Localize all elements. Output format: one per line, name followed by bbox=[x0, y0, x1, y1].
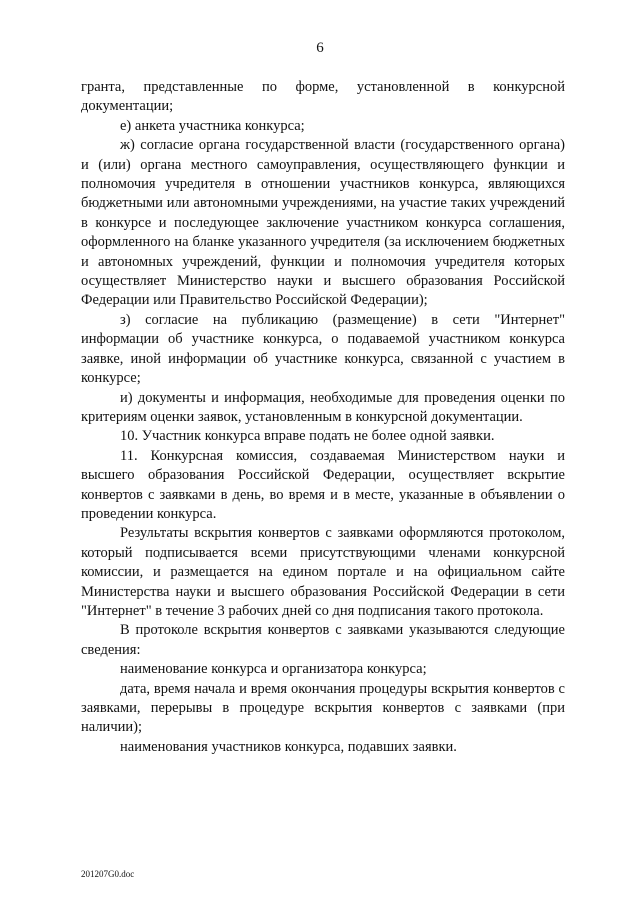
paragraph-clause-11: 11. Конкурсная комиссия, создаваемая Министерством науки и высшего образования Российской Федерации, осуществляет вскрытие конвертов с заявками в день, во время и в месте, указанные в объявлении о проведении конкурса. bbox=[81, 447, 565, 522]
page-number: 6 bbox=[316, 40, 324, 56]
paragraph-date-time: дата, время начала и время окончания процедуры вскрытия конвертов с заявками, перерывы в процедуре вскрытия конвертов с заявками (при наличии); bbox=[81, 680, 565, 736]
file-name-footer: 201207G0.doc bbox=[81, 869, 135, 879]
paragraph-item-e: е) анкета участника конкурса; bbox=[120, 117, 305, 134]
paragraph-contest-name: наименование конкурса и организатора конкурса; bbox=[120, 661, 427, 678]
paragraph-item-z: з) согласие на публикацию (размещение) в сети "Интернет" информации об участнике конкурса, о подаваемой участником конкурса заявке, иной информации об участнике конкурса, связанной с участием в конкурсе; bbox=[81, 311, 565, 387]
paragraph-item-zh: ж) согласие органа государственной власти (государственного органа) и (или) органа местного самоуправления, осуществляющего функции и полномочия учредителя в отношении участников конкурса, являющихся бюджетными или автономными учреждениями, на участие таких учреждений в конкурсе и последующее заключение участником конкурса соглашения, оформленного на бланке указанного учредителя (за исключением бюджетных и автономных учреждений, функции и полномочия учредителя которых осуществляет Министерство науки и высшего образования Российской Федерации или Правительство Российской Федерации); bbox=[81, 137, 565, 309]
paragraph-item-i: и) документы и информация, необходимые для проведения оценки по критериям оценки заявок, установленным в конкурсной документации. bbox=[81, 389, 565, 425]
paragraph-protocol-info: В протоколе вскрытия конвертов с заявками указываются следующие сведения: bbox=[81, 622, 565, 658]
paragraph-grant-forms: гранта, представленные по форме, установленной в конкурсной документации; bbox=[81, 79, 565, 115]
paragraph-clause-10: 10. Участник конкурса вправе подать не более одной заявки. bbox=[120, 428, 495, 445]
paragraph-participants: наименования участников конкурса, подавших заявки. bbox=[120, 738, 457, 755]
paragraph-results: Результаты вскрытия конвертов с заявками оформляются протоколом, который подписывается всеми присутствующими членами конкурсной комиссии, и размещается на едином портале и на официальном сайте Министерства науки и высшего образования Российской Федерации в сети "Интернет" в течение 3 рабочих дней со дня подписания такого протокола. bbox=[81, 525, 565, 619]
document-body bbox=[81, 78, 565, 757]
